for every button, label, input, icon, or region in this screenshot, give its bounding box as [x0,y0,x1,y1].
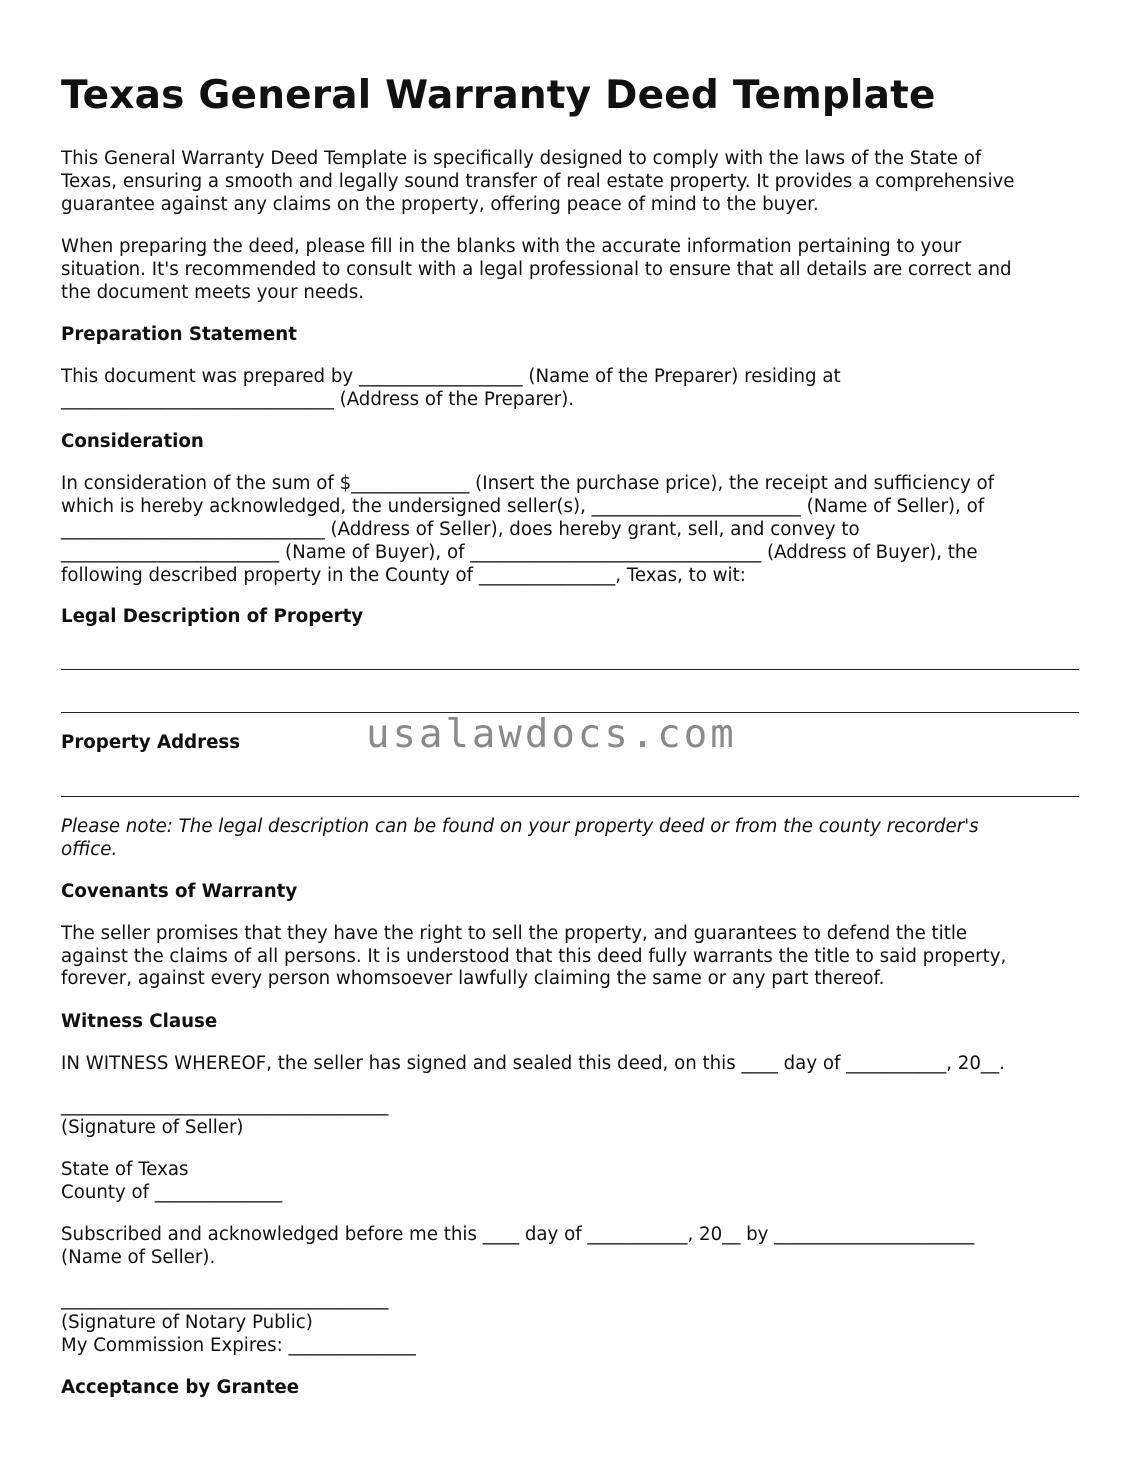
page-title: Texas General Warranty Deed Template [61,73,936,118]
witness-line: IN WITNESS WHEREOF, the seller has signed and sealed this deed, on this ____ day of ___________, 20__. [61,1053,1005,1074]
covenants-line-2: against the claims of all persons. It is understood that this deed fully warrants the title to said property, [61,946,1007,967]
seller-signature-line: ____________________________________ [61,1095,389,1116]
consideration-line-2: which is hereby acknowledged, the undersigned seller(s), _______________________ (Name of Seller), of [61,496,985,517]
consideration-line-4: ________________________ (Name of Buyer), of ________________________________ (Address of Buyer), the [61,542,978,563]
intro-paragraph-1-line-2: Texas, ensuring a smooth and legally sound transfer of real estate property. It provides a comprehensive [61,171,1015,192]
intro-paragraph-1-line-3: guarantee against any claims on the property, offering peace of mind to the buyer. [61,194,819,215]
notary-signature-label: (Signature of Notary Public) [61,1312,313,1333]
notary-signature-line: ____________________________________ [61,1289,389,1310]
legal-description-blank-line-1 [61,669,1079,670]
state-line: State of Texas [61,1159,189,1180]
consideration-heading: Consideration [61,431,204,452]
watermark: usalawdocs.com [366,712,737,757]
preparation-line-1: This document was prepared by __________________ (Name of the Preparer) residing at [61,366,841,387]
intro-paragraph-1-line-1: This General Warranty Deed Template is specifically designed to comply with the laws of the State of [61,148,982,169]
witness-heading: Witness Clause [61,1011,218,1032]
intro-paragraph-2-line-1: When preparing the deed, please fill in the blanks with the accurate information pertaining to your [61,236,962,257]
county-line: County of ______________ [61,1182,283,1203]
covenants-line-3: forever, against every person whomsoever lawfully claiming the same or any part thereof. [61,968,885,989]
covenants-line-1: The seller promises that they have the right to sell the property, and guarantees to defend the title [61,923,968,944]
legal-description-heading: Legal Description of Property [61,606,364,627]
preparation-line-2: ______________________________ (Address of the Preparer). [61,389,575,410]
consideration-line-3: _____________________________ (Address of Seller), does hereby grant, sell, and convey to [61,519,860,540]
consideration-line-1: In consideration of the sum of $_____________ (Insert the purchase price), the receipt and sufficiency of [61,473,995,494]
intro-paragraph-2-line-3: the document meets your needs. [61,282,365,303]
subscribed-line-1: Subscribed and acknowledged before me this ____ day of ___________, 20__ by ______________________ [61,1224,975,1245]
preparation-heading: Preparation Statement [61,324,297,345]
property-address-heading: Property Address [61,732,241,753]
covenants-heading: Covenants of Warranty [61,881,298,902]
subscribed-line-2: (Name of Seller). [61,1247,216,1268]
intro-paragraph-2-line-2: situation. It's recommended to consult with a legal professional to ensure that all details are correct and [61,259,1012,280]
consideration-line-5: following described property in the County of _______________, Texas, to wit: [61,565,746,586]
seller-signature-label: (Signature of Seller) [61,1117,244,1138]
legal-note-line-1: Please note: The legal description can be found on your property deed or from the county recorder's [61,816,979,837]
legal-note-line-2: office. [61,839,118,860]
acceptance-heading: Acceptance by Grantee [61,1377,300,1398]
property-address-blank-line [61,796,1079,797]
commission-expires-line: My Commission Expires: ______________ [61,1335,416,1356]
